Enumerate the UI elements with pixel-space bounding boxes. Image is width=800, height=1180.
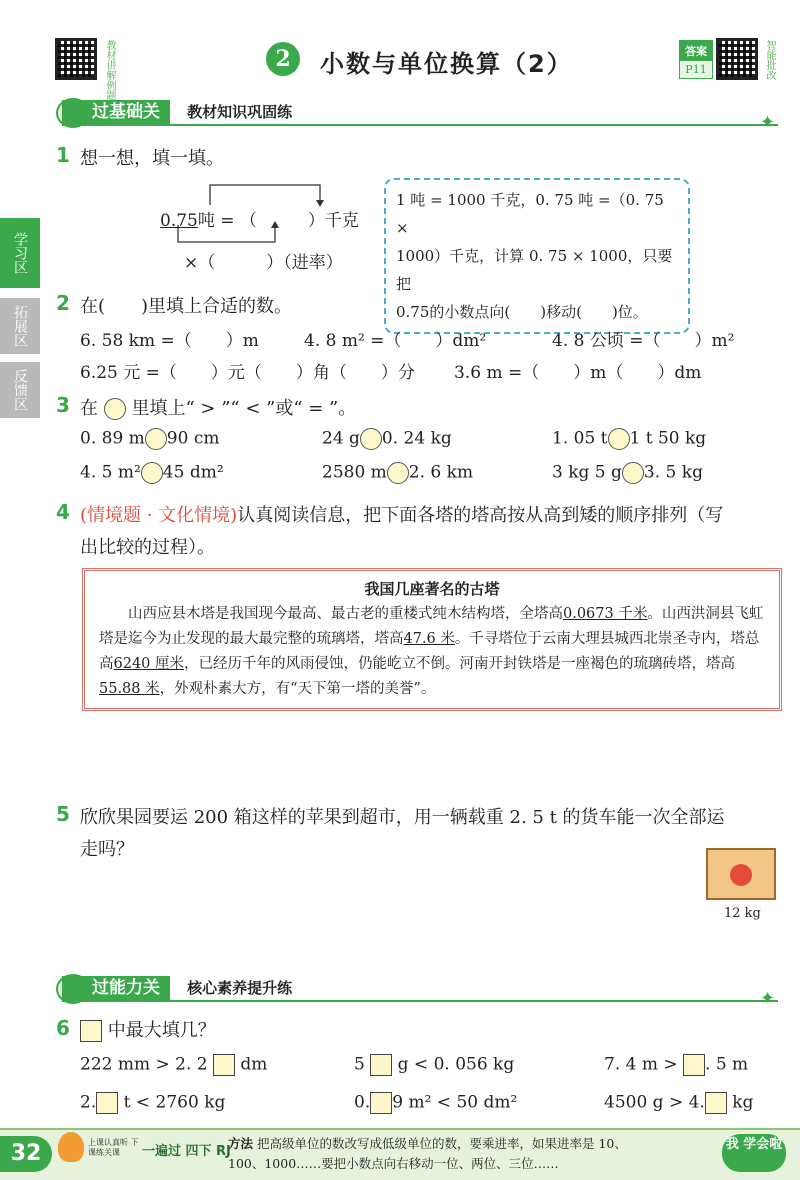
answer-box[interactable] xyxy=(370,1092,392,1114)
q3-compare xyxy=(80,462,224,484)
q5-prompt: 欣欣果园要运 200 箱这样的苹果到超市，用一辆载重 2. 5 t 的货车能一次全部运 xyxy=(80,807,725,828)
q6-right: dm xyxy=(240,1054,268,1075)
compare-circle[interactable] xyxy=(145,428,167,450)
q6-right: 9 m² < 50 dm² xyxy=(392,1092,518,1113)
q6-item xyxy=(604,1092,753,1114)
q2-prompt: 在( )里填上合适的数。 xyxy=(80,296,293,317)
q6-left: 0. xyxy=(354,1092,371,1113)
q4-prompt xyxy=(80,501,780,527)
answer-box[interactable] xyxy=(683,1054,705,1076)
answer-badge[interactable] xyxy=(679,40,713,79)
q5-number: 5 xyxy=(56,802,70,826)
section-ability-subtitle: 核心素养提升练 xyxy=(187,979,293,997)
section-ability xyxy=(62,976,778,1002)
star-icon: ✦ xyxy=(760,988,776,1009)
q3-right: 0. 24 kg xyxy=(381,428,452,449)
compare-circle[interactable] xyxy=(141,462,163,484)
brand-slogan: 上课认真听 下课练关课 xyxy=(88,1138,139,1157)
q6-left: 7. 4 m > xyxy=(604,1054,678,1075)
answer-box[interactable] xyxy=(370,1054,392,1076)
q3-prompt-a: 在 xyxy=(80,398,98,419)
compare-circle[interactable] xyxy=(608,428,630,450)
q3-left: 1. 05 t xyxy=(552,428,608,449)
q6-right: kg xyxy=(732,1092,754,1113)
answer-page: P11 xyxy=(680,61,712,78)
method-note xyxy=(228,1134,728,1174)
q2-number: 2 xyxy=(56,291,70,315)
q4-number: 4 xyxy=(56,500,70,524)
qr-code-left[interactable] xyxy=(55,38,97,80)
q4-story-text xyxy=(99,602,765,702)
q4-story-title: 我国几座著名的古塔 xyxy=(364,580,500,598)
q1-expr-value: 0.75 xyxy=(160,211,198,231)
q6-item xyxy=(604,1054,748,1076)
story-height-value: 47.6 米 xyxy=(403,631,455,647)
q2-item[interactable]: 3.6 m =（ ）m（ ）dm xyxy=(454,363,702,383)
q6-item xyxy=(354,1092,517,1114)
q3-compare xyxy=(322,462,473,484)
q2-item[interactable]: 6. 58 km =（ ）m xyxy=(80,331,259,351)
mascot-star-icon xyxy=(58,1132,84,1162)
apple-icon xyxy=(730,864,752,886)
circle-icon xyxy=(104,398,126,420)
story-text: 山西应县木塔是我国现今最高、最古老的重楼式纯木结构塔，全塔高 xyxy=(128,606,563,622)
q6-left: 2. xyxy=(80,1092,97,1113)
star-icon: ✦ xyxy=(760,112,776,133)
side-tab-study[interactable]: 学习区 xyxy=(0,218,40,288)
q6-prompt-text: 中最大填几？ xyxy=(107,1020,216,1041)
answer-box[interactable] xyxy=(213,1054,235,1076)
story-text: ，已经历千年的风雨侵蚀，仍能屹立不倒。河南开封铁塔是一座褐色的琉璃砖塔，塔高 xyxy=(184,656,736,672)
story-text: 。山西洪洞县飞虹塔是迄今为止发现的最大最完整的琉璃塔，塔高 xyxy=(99,606,764,647)
lesson-number: 2 xyxy=(266,42,300,76)
answer-badge-label: 答案 xyxy=(680,41,712,61)
story-height-value: 0.0673 千米 xyxy=(563,606,648,622)
square-icon xyxy=(80,1020,102,1042)
compare-circle[interactable] xyxy=(360,428,382,450)
q6-item xyxy=(354,1054,514,1076)
q3-right: 3. 5 kg xyxy=(643,462,703,483)
q1-hint-line: 1000）千克，计算 0. 75 × 1000，只要把 xyxy=(396,247,673,293)
brand-name: 一遍过 四下 RJ xyxy=(142,1144,231,1159)
apple-crate-icon xyxy=(706,848,776,900)
q2-item[interactable]: 4. 8 公顷 =（ ）m² xyxy=(552,331,735,351)
q1-expression xyxy=(160,206,359,231)
q6-prompt xyxy=(80,1016,216,1042)
q3-compare xyxy=(552,428,706,450)
q1-multiplier[interactable]: ×（ ）（进率） xyxy=(184,253,343,273)
story-text: 。千寻塔位于云南大理县城西北崇圣寺内，塔总高 xyxy=(99,631,760,672)
q3-left: 2580 m xyxy=(322,462,387,483)
q4-tag: (情境题 · 文化情境) xyxy=(80,505,238,526)
q1-hint-line[interactable]: 0.75的小数点向( )移动( )位。 xyxy=(396,303,648,321)
method-text: 100、1000……要把小数点向右移动一位、两位、三位…… xyxy=(228,1156,559,1171)
section-ability-tag: 过能力关 xyxy=(62,976,170,1000)
qr-code-right[interactable] xyxy=(716,38,758,80)
q3-right: 1 t 50 kg xyxy=(629,428,707,449)
method-text: 把高级单位的数改写成低级单位的数，要乘进率，如果进率是 10、 xyxy=(257,1136,627,1151)
method-label: 方法 xyxy=(228,1136,254,1151)
crate-weight-label: 12 kg xyxy=(724,906,761,921)
q3-compare xyxy=(552,462,703,484)
q6-left: 222 mm > 2. 2 xyxy=(80,1054,208,1075)
page-title: 小数与单位换算（2） xyxy=(320,50,573,78)
q1-hint-line: 1 吨 = 1000 千克，0. 75 吨 =（0. 75 × xyxy=(396,191,664,237)
q6-right: g < 0. 056 kg xyxy=(397,1054,515,1075)
qr-left-label: 教材讲解例题 xyxy=(104,40,115,100)
compare-circle[interactable] xyxy=(622,462,644,484)
story-height-value: 6240 厘米 xyxy=(113,656,185,672)
q2-item[interactable]: 6.25 元 =（ ）元（ ）角（ ）分 xyxy=(80,363,415,383)
q3-right: 2. 6 km xyxy=(408,462,474,483)
q3-left: 4. 5 m² xyxy=(80,462,141,483)
q3-left: 3 kg 5 g xyxy=(552,462,622,483)
answer-box[interactable] xyxy=(96,1092,118,1114)
q3-right: 90 cm xyxy=(166,428,220,449)
q2-item[interactable]: 4. 8 m² =（ ）dm² xyxy=(304,331,487,351)
q4-prompt-2: 出比较的过程）。 xyxy=(80,537,215,558)
q3-compare xyxy=(80,428,219,450)
compare-circle[interactable] xyxy=(387,462,409,484)
side-tab-expand[interactable]: 拓展区 xyxy=(0,298,40,354)
q5-prompt-2: 走吗？ xyxy=(80,839,134,860)
q3-left: 24 g xyxy=(322,428,360,449)
learned-button[interactable]: 我 学会啦 xyxy=(722,1134,786,1172)
story-text: ，外观朴素大方，有“天下第一塔的美誉”。 xyxy=(159,681,436,697)
qr-right-label: 智能批改 xyxy=(764,40,775,80)
section-basic-subtitle: 教材知识巩固练 xyxy=(187,103,293,121)
q1-prompt: 想一想，填一填。 xyxy=(80,148,224,169)
q6-item xyxy=(80,1054,267,1076)
story-height-value: 55.88 米 xyxy=(99,681,160,697)
q4-story-box xyxy=(82,568,782,711)
q6-right: . 5 m xyxy=(705,1054,749,1075)
q1-expr-rest[interactable]: 吨 = （ ）千克 xyxy=(197,211,359,231)
q6-item xyxy=(80,1092,225,1114)
page-number: 32 xyxy=(0,1136,52,1172)
q6-left: 4500 g > 4. xyxy=(604,1092,705,1113)
answer-box[interactable] xyxy=(705,1092,727,1114)
q4-prompt-text: 认真阅读信息，把下面各塔的塔高按从高到矮的顺序排列（写 xyxy=(237,505,724,526)
section-basic-tag: 过基础关 xyxy=(62,100,170,124)
section-basic xyxy=(62,100,778,126)
side-tab-feedback[interactable]: 反馈区 xyxy=(0,362,40,418)
q1-hint-box xyxy=(384,178,690,334)
q6-right: t < 2760 kg xyxy=(123,1092,226,1113)
q3-left: 0. 89 m xyxy=(80,428,145,449)
q3-right: 45 dm² xyxy=(162,462,224,483)
q1-number: 1 xyxy=(56,143,70,167)
q3-compare xyxy=(322,428,452,450)
q6-number: 6 xyxy=(56,1016,70,1040)
q6-left: 5 xyxy=(354,1054,365,1075)
q3-number: 3 xyxy=(56,393,70,417)
q3-prompt-b: 里填上“ > ”“ < ”或“ = ”。 xyxy=(131,398,357,419)
q3-prompt xyxy=(80,394,356,420)
